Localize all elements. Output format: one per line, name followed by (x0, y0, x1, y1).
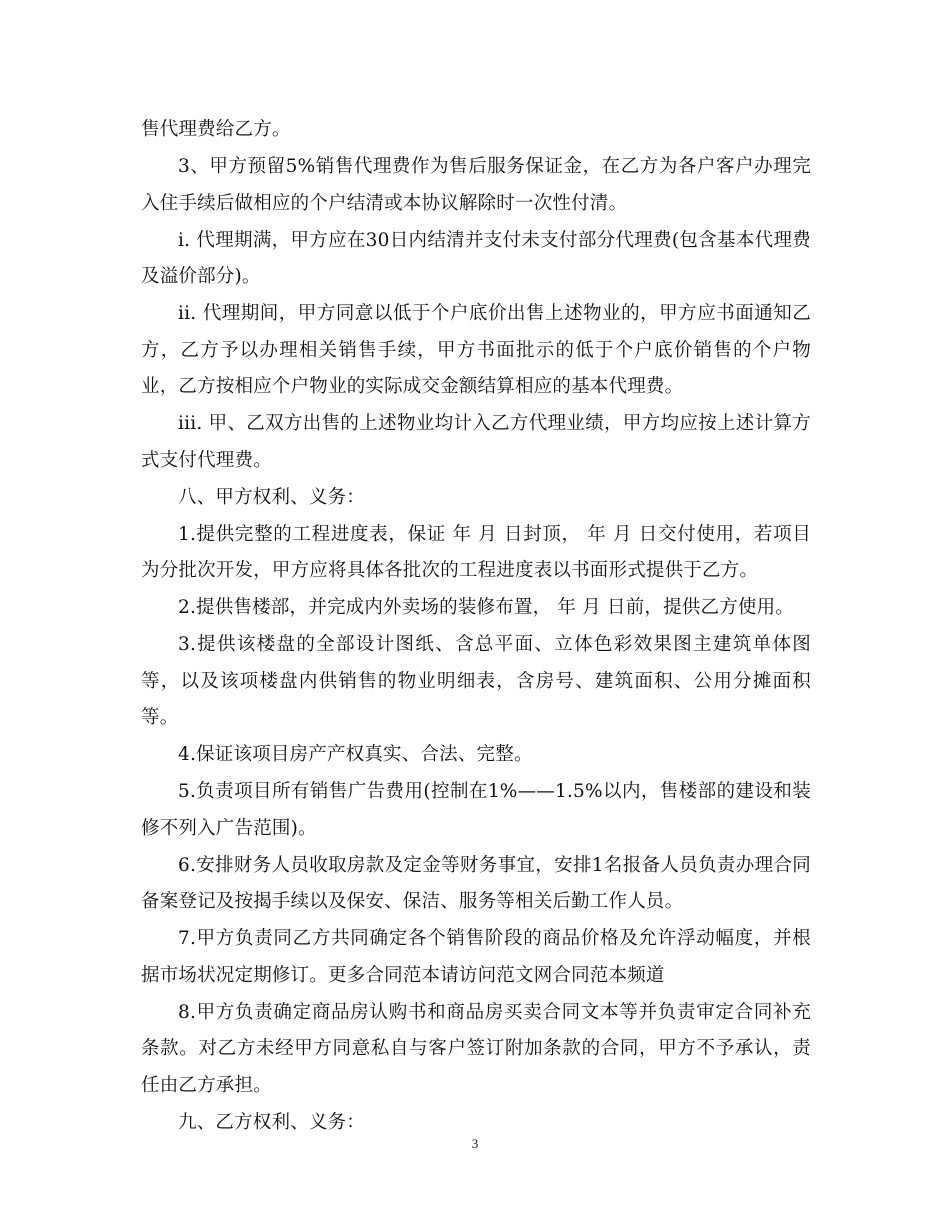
paragraph-a-3: 3.提供该楼盘的全部设计图纸、含总平面、立体色彩效果图主建筑单体图等，以及该项楼盘内供销售的物业明细表，含房号、建筑面积、公用分摊面积等。 (141, 634, 811, 728)
paragraph-item-iii: iii. 甲、乙双方出售的上述物业均计入乙方代理业绩，甲方均应按上述计算方式支付代理费。 (141, 413, 811, 471)
section-heading-party-b: 九、乙方权利、义务： (178, 1111, 366, 1133)
paragraph-a-7: 7.甲方负责同乙方共同确定各个销售阶段的商品价格及允许浮动幅度，并根据市场状况定期修订。更多合同范本请访问范文网合同范本频道 (141, 928, 811, 986)
paragraph-a-2: 2.提供售楼部，并完成内外卖场的装修布置， 年 月 日前，提供乙方使用。 (178, 597, 794, 618)
document-body (141, 112, 811, 1142)
page-number: 3 (471, 1136, 479, 1151)
paragraph-continuation: 售代理费给乙方。 (141, 119, 291, 140)
section-heading-party-a: 八、甲方权利、义务： (178, 486, 366, 508)
paragraph-item-i: i. 代理期满，甲方应在30日内结清并支付未支付部分代理费(包含基本代理费及溢价部分)。 (141, 229, 811, 287)
paragraph-clause-3-deposit: 3、甲方预留5%销售代理费作为售后服务保证金，在乙方为各户客户办理完入住手续后做相应的个户结清或本协议解除时一次性付清。 (141, 156, 811, 214)
paragraph-a-5: 5.负责项目所有销售广告费用(控制在1%——1.5%以内，售楼部的建设和装修不列入广告范围)。 (141, 781, 811, 839)
paragraph-a-4: 4.保证该项目房产产权真实、合法、完整。 (178, 744, 533, 765)
paragraph-a-6: 6.安排财务人员收取房款及定金等财务事宜，安排1名报备人员负责办理合同备案登记及按揭手续以及保安、保洁、服务等相关后勤工作人员。 (141, 854, 811, 912)
paragraph-a-8: 8.甲方负责确定商品房认购书和商品房买卖合同文本等并负责审定合同补充条款。对乙方未经甲方同意私自与客户签订附加条款的合同，甲方不予承认，责任由乙方承担。 (141, 1001, 811, 1096)
paragraph-item-ii: ii. 代理期间，甲方同意以低于个户底价出售上述物业的，甲方应书面通知乙方，乙方予以办理相关销售手续，甲方书面批示的低于个户底价销售的个户物业，乙方按相应个户物业的实际成交金额结算相应的基本代理费。 (141, 303, 811, 397)
paragraph-a-1: 1.提供完整的工程进度表，保证 年 月 日封顶， 年 月 日交付使用，若项目为分批次开发，甲方应将具体各批次的工程进度表以书面形式提供于乙方。 (141, 523, 811, 581)
